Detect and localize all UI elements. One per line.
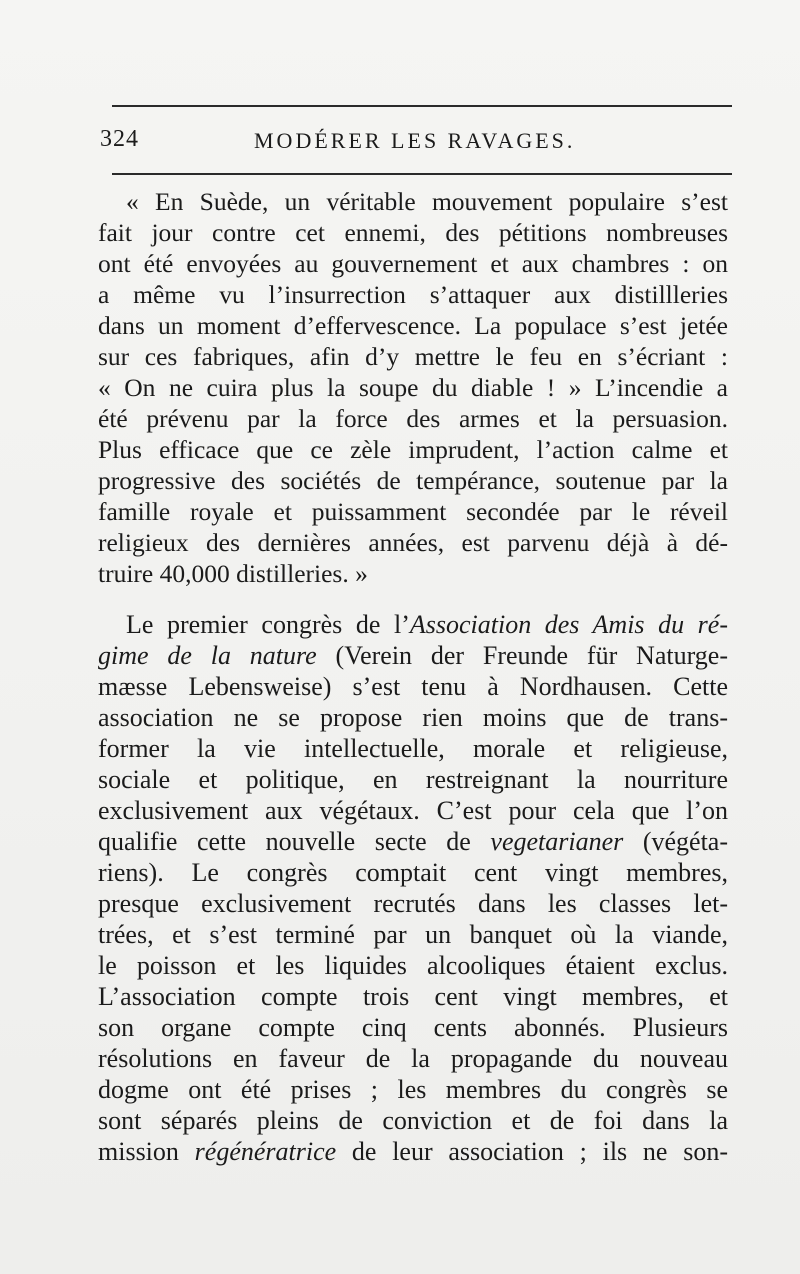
text-line: sont séparés pleins de conviction et de foi dans la xyxy=(98,1106,728,1135)
text-span: (végéta- xyxy=(623,827,728,856)
text-line: presque exclusivement recrutés dans les classes let- xyxy=(98,889,728,918)
text-span: (Verein der Freunde für Naturge- xyxy=(316,641,728,670)
text-line: exclusivement aux végétaux. C’est pour cela que l’on xyxy=(98,796,728,825)
body-text xyxy=(98,186,728,1167)
text-line: mæsse Lebensweise) s’est tenu à Nordhausen. Cette xyxy=(98,672,728,701)
paragraph-gap xyxy=(98,589,728,609)
text-span: qualifie cette nouvelle secte de xyxy=(98,827,491,856)
text-span: Le premier congrès de l’ xyxy=(126,610,410,639)
running-head: MODÉRER LES RAVAGES. xyxy=(254,128,576,153)
text-span: de leur association ; ils ne son- xyxy=(336,1137,728,1166)
text-line xyxy=(98,609,728,640)
text-line: a même vu l’insurrection s’attaquer aux distillleries xyxy=(98,280,728,309)
text-line xyxy=(98,1136,728,1167)
text-line: été prévenu par la force des armes et la persuasion. xyxy=(98,404,728,433)
text-line xyxy=(98,826,728,857)
text-line: religieux des dernières années, est parvenu déjà à dé- xyxy=(98,528,728,557)
text-line: le poisson et les liquides alcooliques étaient exclus. xyxy=(98,951,728,980)
text-line: ont été envoyées au gouvernement et aux chambres : on xyxy=(98,249,728,278)
text-line: Plus efficace que ce zèle imprudent, l’action calme et xyxy=(98,435,728,464)
page-header xyxy=(100,120,730,164)
header-top-rule xyxy=(112,105,732,107)
text-line: truire 40,000 distilleries. » xyxy=(98,559,368,588)
text-line: sociale et politique, en restreignant la nourriture xyxy=(98,765,728,794)
text-line: sur ces fabriques, afin d’y mettre le feu en s’écriant : xyxy=(98,342,728,371)
paragraph-vegetarian-congress xyxy=(98,609,728,1167)
text-line: « En Suède, un véritable mouvement populaire s’est xyxy=(126,187,728,216)
italic-term: vegetarianer xyxy=(490,827,624,856)
text-line xyxy=(98,640,728,671)
text-line: « On ne cuira plus la soupe du diable ! » L’incendie a xyxy=(98,373,728,402)
text-line: progressive des sociétés de tempérance, soutenue par la xyxy=(98,466,728,495)
paragraph-sweden-quote xyxy=(98,186,728,589)
text-line: former la vie intellectuelle, morale et religieuse, xyxy=(98,734,728,763)
italic-title: Association des Amis du ré- xyxy=(409,610,728,639)
italic-title: gime de la nature xyxy=(98,641,317,670)
text-line: association ne se propose rien moins que de trans- xyxy=(98,703,728,732)
text-span: mission xyxy=(98,1137,195,1166)
text-line: L’association compte trois cent vingt membres, et xyxy=(98,982,728,1011)
text-line: son organe compte cinq cents abonnés. Plusieurs xyxy=(98,1013,728,1042)
page-number: 324 xyxy=(100,126,139,152)
text-line: dans un moment d’effervescence. La populace s’est jetée xyxy=(98,311,728,340)
text-line: trées, et s’est terminé par un banquet où la viande, xyxy=(98,920,728,949)
text-line: fait jour contre cet ennemi, des pétitions nombreuses xyxy=(98,218,728,247)
italic-term: régénératrice xyxy=(194,1137,337,1166)
header-bottom-rule xyxy=(112,173,732,175)
text-line: riens). Le congrès comptait cent vingt membres, xyxy=(98,858,728,887)
text-line: résolutions en faveur de la propagande du nouveau xyxy=(98,1044,728,1073)
text-line: famille royale et puissamment secondée par le réveil xyxy=(98,497,728,526)
text-line: dogme ont été prises ; les membres du congrès se xyxy=(98,1075,728,1104)
